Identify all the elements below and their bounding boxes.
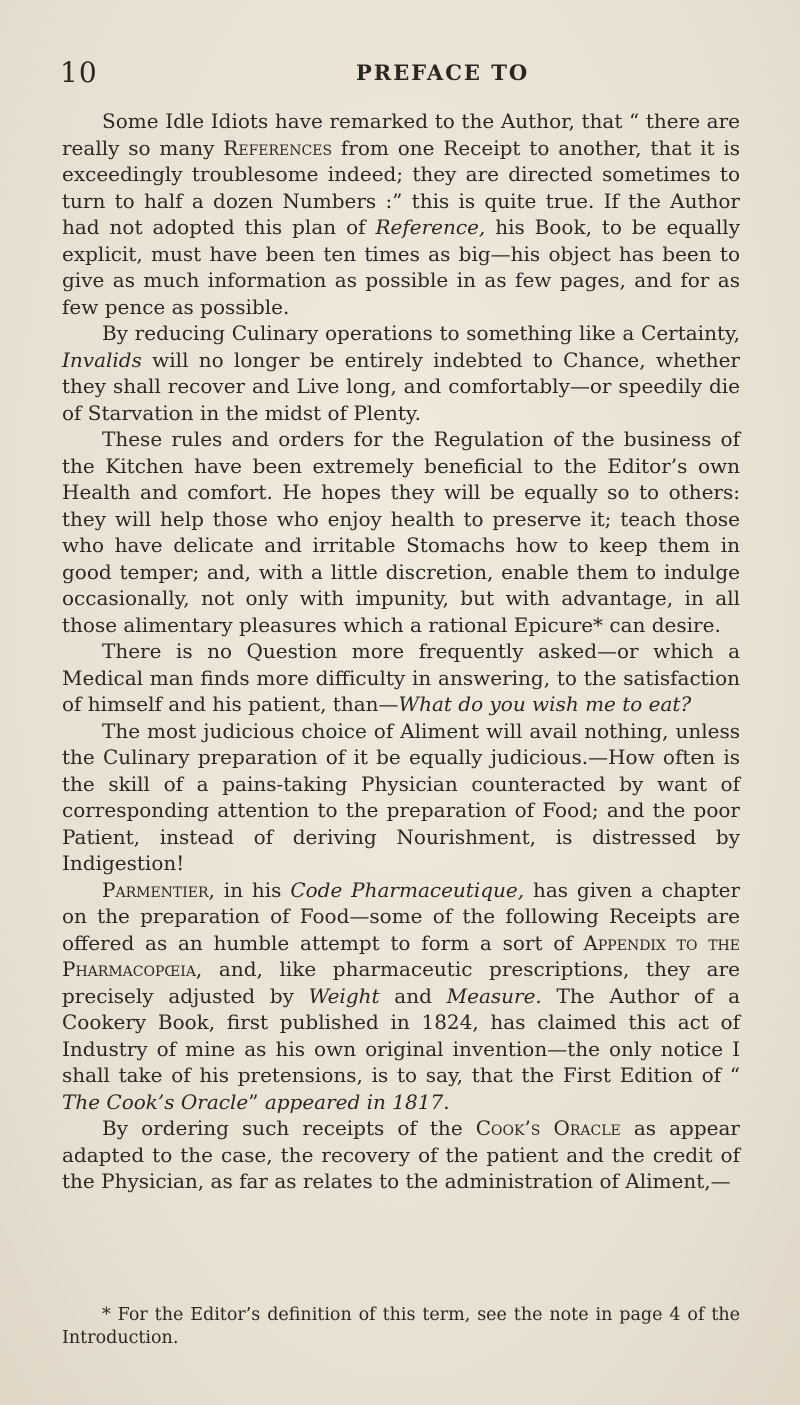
text-run: appeared in 1817. xyxy=(264,1089,450,1114)
text-run: Reference, xyxy=(375,215,486,239)
text-run: The Cook’s Oracle xyxy=(62,1089,249,1114)
paragraph-4 xyxy=(62,638,740,718)
text-run: Invalids xyxy=(62,347,142,372)
running-title: PREFACE TO xyxy=(356,60,530,85)
text-run: Appendix to the Pharmacopœia, xyxy=(62,930,740,981)
body-text xyxy=(62,108,740,1195)
text-run: These rules and orders for the Regulation of the business of the Kitchen have been extremely beneficial to the Editor’s own Health and comfort. He hopes they will be equally so to others: they will help those who enjoy health to preserve it; teach those who have delicate and irritable Stomachs how to keep them in good temper; and, with a little discretion, enable them to indulge occasionally, not only with impunity, but with advantage, in all those alimentary pleasures which a rational Epicure* can desire. xyxy=(62,427,740,637)
footnote: * For the Editor’s definition of this term, see the note in page 4 of the Introduction. xyxy=(62,1305,740,1348)
running-head xyxy=(60,56,750,90)
text-run: has given a chapter on the preparation of Food—some of the following Receipts are offered as an humble attempt to form a sort of xyxy=(62,877,741,955)
page-number: 10 xyxy=(60,56,98,89)
text-run: References xyxy=(223,135,333,160)
paragraph-7 xyxy=(62,1115,740,1195)
text-run: What do you wish me to eat? xyxy=(398,692,692,716)
paragraph-2 xyxy=(62,320,740,426)
text-run: will no longer be entirely indebted to Chance, whether they shall recover and Live long, and comfortably—or speedily die of Starvation in the midst of Plenty. xyxy=(62,347,740,425)
text-run: Measure. xyxy=(446,983,542,1008)
text-run: Weight xyxy=(308,983,380,1008)
text-run: There is no Question more frequently asked—or which a Medical man finds more difficulty in answering, to the satisfaction of himself and his patient, than— xyxy=(62,639,740,716)
paragraph-1 xyxy=(62,108,740,320)
text-run: Code Pharmaceutique, xyxy=(290,877,525,902)
text-run: and, like pharmaceutic prescriptions, they are precisely adjusted by xyxy=(62,957,740,1008)
text-run: The most judicious choice of Aliment will avail nothing, unless the Culinary preparation of it be equally judicious.—How often is the skill of a pains-taking Physician counteracted by want of corresponding attention to the preparation of Food; and the poor Patient, instead of deriving Nourishment, is distressed by Indigestion! xyxy=(62,718,740,875)
paragraph-5 xyxy=(62,718,740,877)
text-run: Cook’s Oracle xyxy=(475,1116,621,1140)
paragraph-6 xyxy=(62,877,740,1116)
text-run: By reducing Culinary operations to something like a Certainty, xyxy=(102,321,740,345)
text-run: Some Idle Idiots have remarked to the Author, that “ there are really so many xyxy=(62,109,740,160)
text-run: as appear adapted to the case, the recovery of the patient and the credit of the Physician, as far as relates to the administration of Aliment,— xyxy=(62,1116,740,1193)
text-run: and xyxy=(379,983,447,1008)
text-run: ” xyxy=(248,1089,265,1114)
text-run: Parmentier, xyxy=(102,877,215,902)
paragraph-3 xyxy=(62,426,740,638)
text-run: from one Receipt to another, that it is exceedingly troublesome indeed; they are directed sometimes to turn to half a dozen Numbers :” this is quite true. If the Author had not adopted this plan of xyxy=(62,135,741,239)
text-run: The Author of a Cookery Book, first published in 1824, has claimed this act of Industry of mine as his own original invention—the only notice I shall take of his pretensions, is to say, that the First Edition of “ xyxy=(62,983,740,1087)
text-run: in his xyxy=(214,877,291,902)
text-run: By ordering such receipts of the xyxy=(102,1116,476,1140)
text-run: his Book, to be equally explicit, must have been ten times as big—his object has been to give as much information as possible in as few pages, and for as few pence as possible. xyxy=(62,215,740,319)
